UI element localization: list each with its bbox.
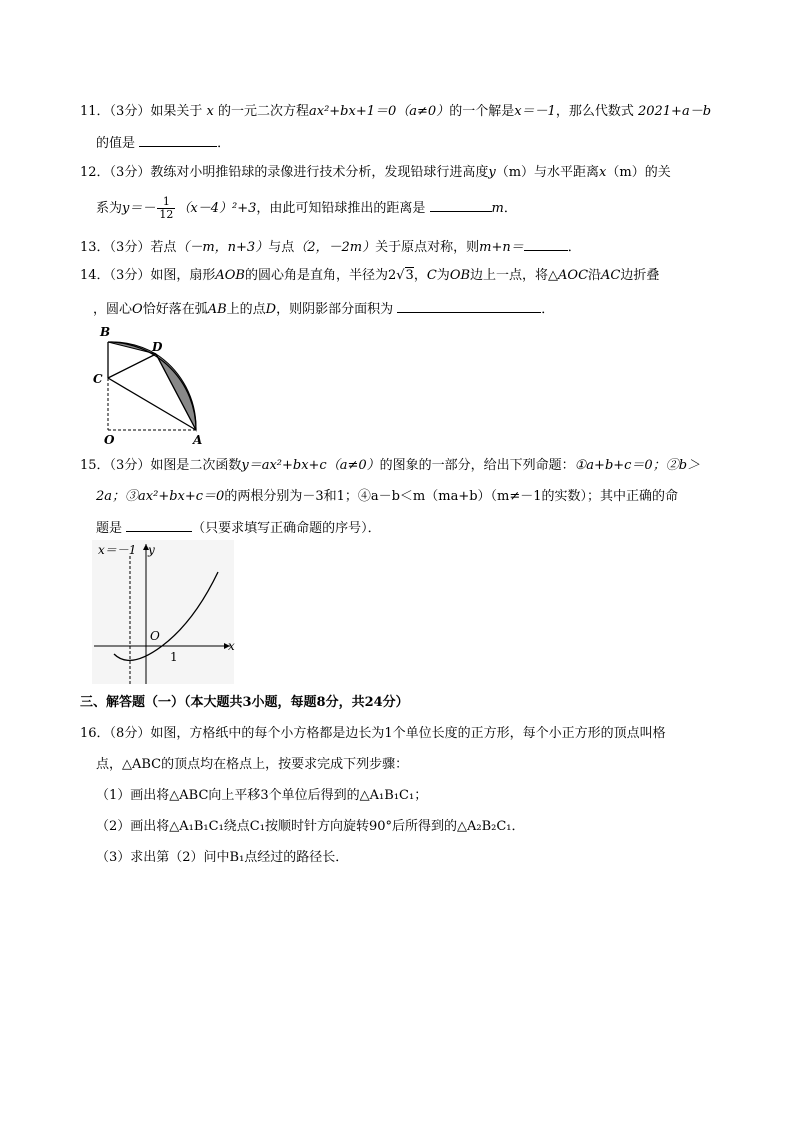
question-14-line-2: ，圆心O恰好落在弧AB上的点D，则阴影部分面积为 ． [93,299,554,319]
answer-blank [126,518,192,532]
answer-blank [524,237,568,251]
section-3-heading: 三、解答题（一）（本大题共3小题，每题8分，共24分） [80,695,409,710]
answer-blank [139,133,217,147]
y-label: y [148,543,155,557]
one-label: 1 [170,650,178,664]
x-label: x [228,639,235,653]
question-16-line-2: 点，△ABC的顶点均在格点上，按要求完成下列步骤： [96,757,409,772]
question-number: 13． [80,240,110,255]
question-11-line-2: 的值是 ． [96,133,230,153]
label-a: A [193,433,203,447]
question-number: 16． [80,726,110,741]
question-score: （3分） [109,458,151,473]
label-o: O [104,433,115,447]
question-15-line-1: 15．（3分）如图是二次函数y＝ax²+bx+c（a≠0）的图象的一部分，给出下列命题：①a+b+c＝0；②b＞ [80,458,701,473]
question-13-line-1: 13．（3分）若点（－m，n+3）与点（2，－2m）关于原点对称，则m+n＝ ． [80,237,581,257]
question-16-step-1: （1）画出将△ABC向上平移3个单位后得到的△A₁B₁C₁； [96,788,428,803]
sector-figure [90,320,210,448]
label-c: C [93,372,103,386]
symmetry-label: x＝－1 [98,543,137,557]
question-16-step-2: （2）画出将△A₁B₁C₁绕点C₁按顺时针方向旋转90°后所得到的△A₂B₂C₁． [96,819,525,834]
label-b: B [100,325,111,339]
question-score: （8分） [109,726,151,741]
question-score: （3分） [109,240,151,255]
question-15-line-2: 2a；③ax²+bx+c＝0的两根分别为－3和1；④a－b＜m（ma+b）（m≠－1的实数）；其中正确的命 [96,489,679,504]
origin-label: O [150,629,160,643]
question-number: 11． [80,104,110,119]
answer-blank [430,198,492,212]
question-11-line-1: 11．（3分）如果关于 x 的一元二次方程ax²+bx+1＝0（a≠0）的一个解是x＝－1，那么代数式 2021+a－b [80,104,712,119]
question-score: （3分） [109,104,151,119]
label-d: D [152,340,163,354]
question-number: 12． [80,165,110,180]
question-16-line-1: 16．（8分）如图，方格纸中的每个小方格都是边长为1个单位长度的正方形，每个小正方形的顶点叫格 [80,726,666,741]
question-number: 15． [80,458,110,473]
question-score: （3分） [109,268,151,283]
question-12-line-1: 12．（3分）教练对小明推铅球的录像进行技术分析，发现铅球行进高度y（m）与水平距离x（m）的关 [80,165,671,180]
question-number: 14． [80,268,110,283]
question-14-line-1: 14．（3分）如图，扇形AOB的圆心角是直角，半径为2√3，C为OB边上一点，将△AOC沿AC边折叠 [80,268,660,283]
figure-background [92,540,234,684]
question-15-line-3: 题是 （只要求填写正确命题的序号）． [96,518,381,538]
cd-line [108,354,156,378]
question-12-line-2: 系为y＝－ $\frac{1}{12}$ （x－4）²+3，由此可知铅球推出的距离是 m． [96,195,517,221]
answer-blank [397,299,541,313]
question-16-step-3: （3）求出第（2）问中B₁点经过的路径长． [96,850,349,865]
question-score: （3分） [109,165,151,180]
parabola-figure [90,538,240,686]
fraction: $\frac{1}{12}$ [159,195,174,221]
